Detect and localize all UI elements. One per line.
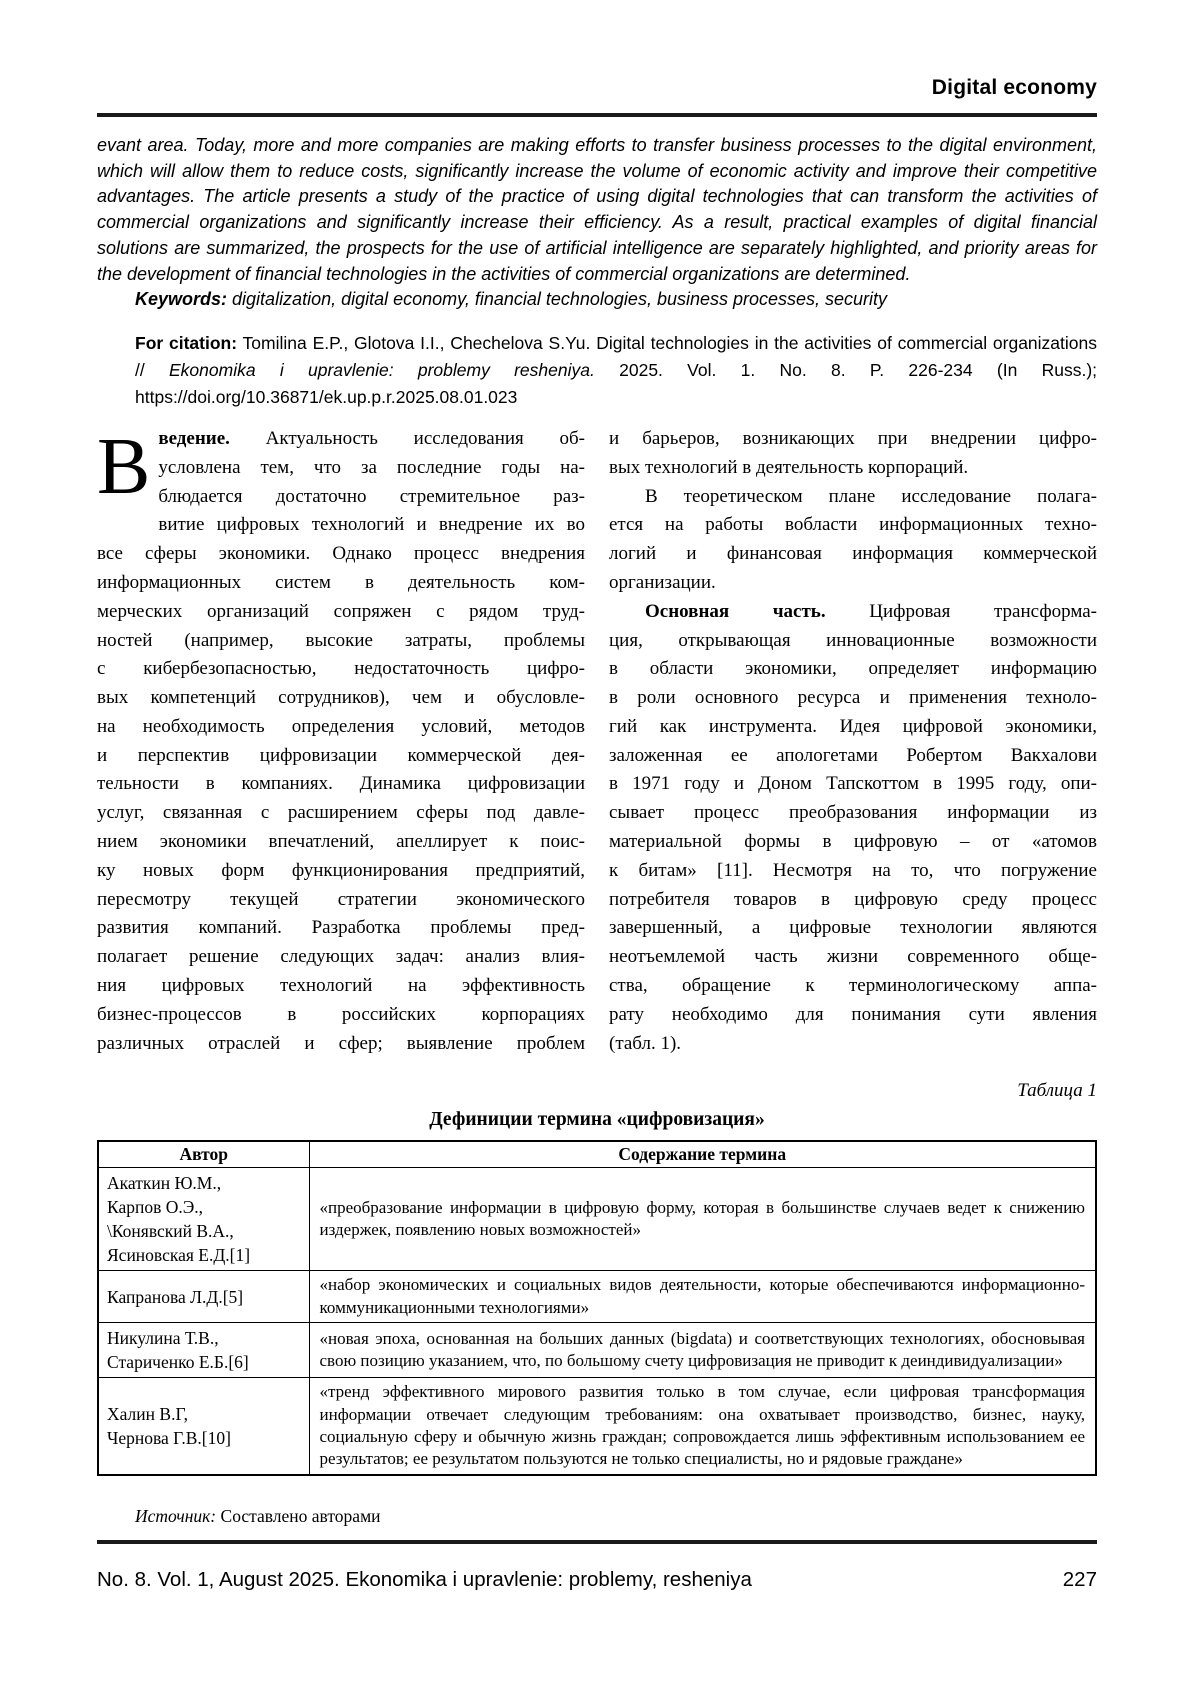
definition-cell: «преобразование информации в цифровую форму, которая в большинстве случаев ведет к снижению издержек, появлению новых возможностей» <box>309 1168 1096 1271</box>
table-header-row <box>98 1141 1096 1168</box>
page-footer <box>97 1568 1097 1592</box>
body-line: ется на работы вобласти информационных техно- <box>609 514 1097 536</box>
keywords-label: Keywords: <box>135 289 228 310</box>
body-line: мерческих организаций сопряжен с рядом труд- <box>97 600 585 622</box>
keywords-line <box>97 287 1097 313</box>
column-2 <box>609 425 1097 1059</box>
citation-text-after: 2025. Vol. 1. No. 8. P. 226-234 (In Russ.); https://doi.org/10.36871/ek.up.p.r.2025.08.01.023 <box>135 359 1098 407</box>
body-line: блюдается достаточно стремительное раз- <box>158 485 585 507</box>
drop-cap: В <box>97 422 151 511</box>
body-line: и перспектив цифровизации коммерческой дея- <box>97 744 585 766</box>
author-column-header: Автор <box>98 1141 309 1168</box>
table-row <box>98 1378 1096 1475</box>
citation-journal-title: Ekonomika i upravlenie: problemy resheniya. <box>169 359 595 380</box>
table-source <box>135 1504 1097 1528</box>
source-label: Источник: <box>135 1505 217 1526</box>
table-caption: Таблица 1 <box>1017 1080 1097 1102</box>
table-row <box>98 1271 1096 1323</box>
body-line: гий как инструмента. Идея цифровой экономики, <box>609 715 1097 737</box>
body-line: Основная часть. Цифровая трансформа- <box>645 600 1097 622</box>
author-cell: Акаткин Ю.М., Карпов О.Э., \Конявский В.А., Ясиновская Е.Д.[1] <box>98 1168 309 1271</box>
footer-issue-line: No. 8. Vol. 1, August 2025. Ekonomika i upravlenie: problemy, resheniya <box>97 1567 752 1591</box>
table-row <box>98 1168 1096 1271</box>
body-line: логий и финансовая информация коммерческой <box>609 543 1097 565</box>
body-line: на необходимость определения условий, методов <box>97 715 585 737</box>
body-line: к битам» [11]. Несмотря на то, что погружение <box>609 859 1097 881</box>
body-line: сывает процесс преобразования информации из <box>609 802 1097 824</box>
body-line: ния цифровых технологий на эффективность <box>97 975 585 997</box>
body-line: В теоретическом плане исследование полага- <box>645 485 1097 507</box>
body-line: заложенная ее апологетами Робертом Вакхалови <box>609 744 1097 766</box>
body-line: витие цифровых технологий и внедрение их во <box>158 514 585 536</box>
abstract-text: evant area. Today, more and more companies are making efforts to transfer business processes to the digital environment, which will allow them to reduce costs, significantly increase the volume of economic activity and improve their competitive advantages. The article presents a study of the practice of using digital technologies that can transform the activities of commercial organizations and significantly increase their efficiency. As a result, practical examples of digital financial solutions are summarized, the prospects for the use of artificial intelligence are separately highlighted, and priority areas for the development of financial technologies in the activities of commercial organizations are determined. <box>97 135 1097 284</box>
body-line: в 1971 году и Доном Тапскоттом в 1995 году, опи- <box>609 773 1097 795</box>
body-line: нием экономики впечатлений, апеллирует к поис- <box>97 831 585 853</box>
body-line: неотъемлемой часть жизни современного обще- <box>609 946 1097 968</box>
body-line: ства, обращение к терминологическому аппа- <box>609 975 1097 997</box>
definition-cell: «новая эпоха, основанная на больших данных (bigdata) и соответствующих технологиях, обосновывая свою позицию указанием, что, по большому счету цифровизация не приводит к деиндивидуализации» <box>309 1323 1096 1378</box>
body-line: полагает решение следующих задач: анализ влия- <box>97 946 585 968</box>
body-line: завершенный, а цифровые технологии являются <box>609 917 1097 939</box>
author-cell: Халин В.Г, Чернова Г.В.[10] <box>98 1378 309 1475</box>
citation-label: For citation: <box>135 332 238 353</box>
body-line: ция, открывающая инновационные возможности <box>609 629 1097 651</box>
keywords-text: digitalization, digital economy, financial technologies, business processes, security <box>227 289 888 310</box>
body-line: информационных систем в деятельность ком- <box>97 571 585 593</box>
definitions-table <box>97 1140 1097 1475</box>
body-line: потребителя товаров в цифровую среду процесс <box>609 888 1097 910</box>
body-line: все сферы экономики. Однако процесс внедрения <box>97 543 585 565</box>
body-line: в области экономики, определяет информацию <box>609 658 1097 680</box>
body-line: развития компаний. Разработка проблемы пред- <box>97 917 585 939</box>
body-line: организации. <box>609 571 716 593</box>
citation-block <box>135 330 1097 411</box>
body-line: различных отраслей и сфер; выявление проблем <box>97 1032 585 1054</box>
body-line: вых компетенций сотрудников), чем и обусловле- <box>97 687 585 709</box>
body-line: и барьеров, возникающих при внедрении цифро- <box>609 427 1097 449</box>
author-cell: Капранова Л.Д.[5] <box>98 1271 309 1323</box>
table-row <box>98 1323 1096 1378</box>
body-line: с кибербезопасностью, недостаточность цифро- <box>97 658 585 680</box>
definition-column-header: Содержание термина <box>309 1141 1096 1168</box>
body-line: ведение. Актуальность исследования об- <box>158 427 585 449</box>
body-line: пересмотру текущей стратегии экономического <box>97 888 585 910</box>
footer-page-number: 227 <box>1062 1567 1097 1591</box>
body-line: тельности в компаниях. Динамика цифровизации <box>97 773 585 795</box>
body-line: материальной формы в цифровую – от «атомов <box>609 831 1097 853</box>
author-cell: Никулина Т.В., Стариченко Е.Б.[6] <box>98 1323 309 1378</box>
body-line: услуг, связанная с расширением сферы под давле- <box>97 802 585 824</box>
source-text: Составлено авторами <box>216 1505 381 1526</box>
table-title: Дефиниции термина «цифровизация» <box>429 1109 765 1131</box>
citation-text-before: Tomilina E.P., Glotova I.I., Chechelova S.Yu. Digital technologies in the activities of commercial organizations // <box>135 332 1097 380</box>
body-line: рату необходимо для понимания сути явления <box>609 1003 1097 1025</box>
column-1 <box>97 422 585 1059</box>
body-line: бизнес-процессов в российских корпорациях <box>97 1003 585 1025</box>
body-line: в роли основного ресурса и применения техноло- <box>609 687 1097 709</box>
definition-cell: «набор экономических и социальных видов деятельности, которые обеспечиваются информационно-коммуникационными технологиями» <box>309 1271 1096 1323</box>
table-body <box>98 1168 1096 1475</box>
definition-cell: «тренд эффективного мирового развития только в том случае, если цифровая трансформация информации отвечает следующим требованиям: она охватывает производство, бизнес, науку, социальную сферу и обычную жизнь граждан; сопровождается лишь эффективным использованием ее результатов; ее результатом пользуются не только специалисты, но и рядовые граждане» <box>309 1378 1096 1475</box>
section-header: Digital economy <box>931 76 1097 99</box>
body-line: ку новых форм функционирования предприятий, <box>97 859 585 881</box>
body-line: ностей (например, высокие затраты, проблемы <box>97 629 585 651</box>
body-line: (табл. 1). <box>609 1032 682 1054</box>
body-line: условлена тем, что за последние годы на- <box>158 456 585 478</box>
footer-divider <box>97 1540 1097 1544</box>
body-columns <box>97 422 1097 1059</box>
header-divider <box>97 113 1097 117</box>
body-line: вых технологий в деятельность корпораций. <box>609 456 969 478</box>
